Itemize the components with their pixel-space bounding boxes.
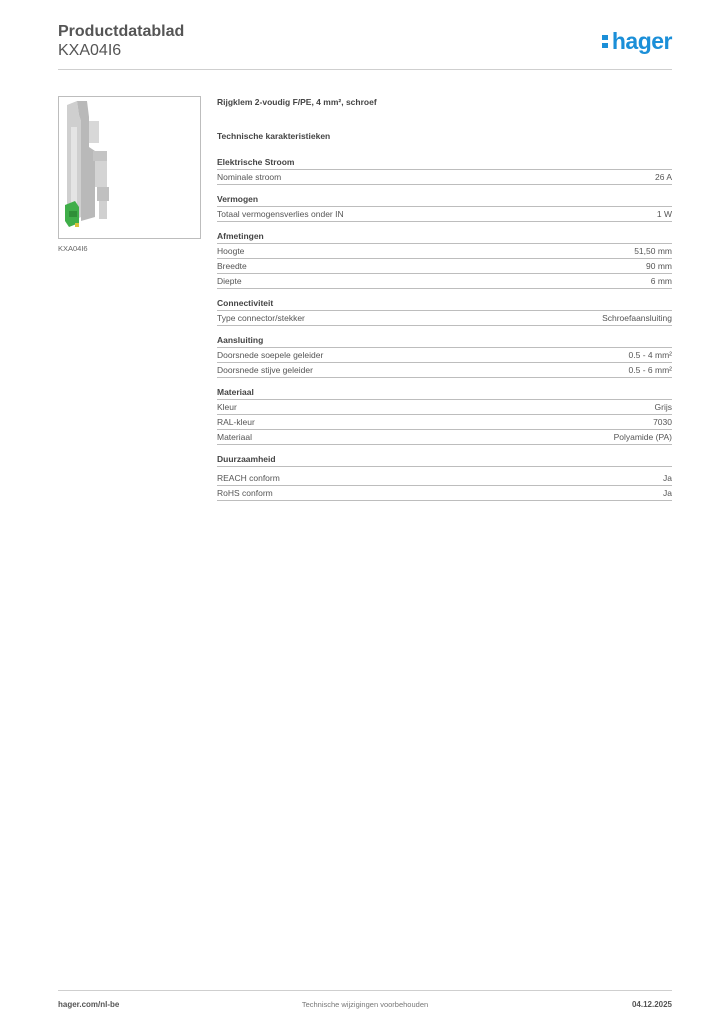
- spec-value: 0.5 - 4 mm²: [628, 350, 672, 360]
- spec-label: Hoogte: [217, 246, 245, 256]
- spec-value: 7030: [653, 417, 672, 427]
- spec-row: [217, 311, 672, 326]
- group-title: Materiaal: [217, 386, 672, 400]
- group-title: Afmetingen: [217, 230, 672, 244]
- spec-label: Totaal vermogensverlies onder IN: [217, 209, 344, 219]
- footer-notice: Technische wijzigingen voorbehouden: [301, 1000, 429, 1009]
- spec-label: Breedte: [217, 261, 247, 271]
- hager-logo: [600, 26, 672, 56]
- image-caption: KXA04I6: [58, 244, 88, 253]
- spec-label: Doorsnede stijve geleider: [217, 365, 313, 375]
- spec-value: Polyamide (PA): [613, 432, 672, 442]
- spec-value: Grijs: [654, 402, 672, 412]
- spec-row: [217, 415, 672, 430]
- group-title: Duurzaamheid: [217, 453, 672, 467]
- group-title: Connectiviteit: [217, 297, 672, 311]
- product-image: [58, 96, 201, 239]
- footer-date: 04.12.2025: [631, 1000, 672, 1009]
- spec-label: RAL-kleur: [217, 417, 255, 427]
- logo-dots-icon: [600, 31, 612, 51]
- spec-label: Doorsnede soepele geleider: [217, 350, 324, 360]
- spec-label: Diepte: [217, 276, 242, 286]
- spec-row: [217, 274, 672, 289]
- spec-row: [217, 486, 672, 501]
- spec-value: 0.5 - 6 mm²: [628, 365, 672, 375]
- spec-group-materiaal: [217, 386, 672, 445]
- spec-value: 6 mm: [650, 276, 672, 286]
- spec-group-vermogen: [217, 193, 672, 222]
- spec-group-elektrische-stroom: [217, 156, 672, 185]
- group-title: Aansluiting: [217, 334, 672, 348]
- spec-label: REACH conform: [217, 473, 280, 483]
- spec-group-afmetingen: [217, 230, 672, 289]
- spec-value: Ja: [663, 488, 672, 498]
- spec-group-duurzaamheid: [217, 453, 672, 501]
- spec-label: Type connector/stekker: [217, 313, 305, 323]
- group-title: Vermogen: [217, 193, 672, 207]
- spec-row: [217, 430, 672, 445]
- page-footer: [58, 990, 672, 1015]
- terminal-block-image: [59, 97, 200, 238]
- logo-wordmark: hager: [611, 28, 672, 54]
- product-description: Rijgklem 2-voudig F/PE, 4 mm², schroef: [217, 97, 377, 107]
- spec-label: Kleur: [217, 402, 237, 412]
- spec-value: 51,50 mm: [634, 246, 672, 256]
- spec-row: [217, 244, 672, 259]
- group-title: Elektrische Stroom: [217, 156, 672, 170]
- spec-label: Materiaal: [217, 432, 252, 442]
- spec-row: [217, 363, 672, 378]
- product-code: KXA04I6: [58, 42, 122, 59]
- spec-value: 26 A: [654, 172, 672, 182]
- spec-value: 1 W: [656, 209, 672, 219]
- spec-row: [217, 348, 672, 363]
- spec-row: [217, 207, 672, 222]
- page-header: [58, 22, 672, 70]
- footer-website: hager.com/nl-be: [58, 1000, 120, 1009]
- spec-label: Nominale stroom: [217, 172, 282, 182]
- spec-row: [217, 170, 672, 185]
- section-heading: Technische karakteristieken: [217, 131, 331, 141]
- spec-value: Ja: [663, 473, 672, 483]
- spec-row: [217, 471, 672, 486]
- spec-group-aansluiting: [217, 334, 672, 378]
- specifications: [217, 96, 672, 509]
- spec-group-connectiviteit: [217, 297, 672, 326]
- spec-value: Schroefaansluiting: [602, 313, 672, 323]
- document-title: Productdatablad: [58, 23, 185, 40]
- spec-value: 90 mm: [646, 261, 672, 271]
- spec-row: [217, 400, 672, 415]
- spec-label: RoHS conform: [217, 488, 273, 498]
- spec-row: [217, 259, 672, 274]
